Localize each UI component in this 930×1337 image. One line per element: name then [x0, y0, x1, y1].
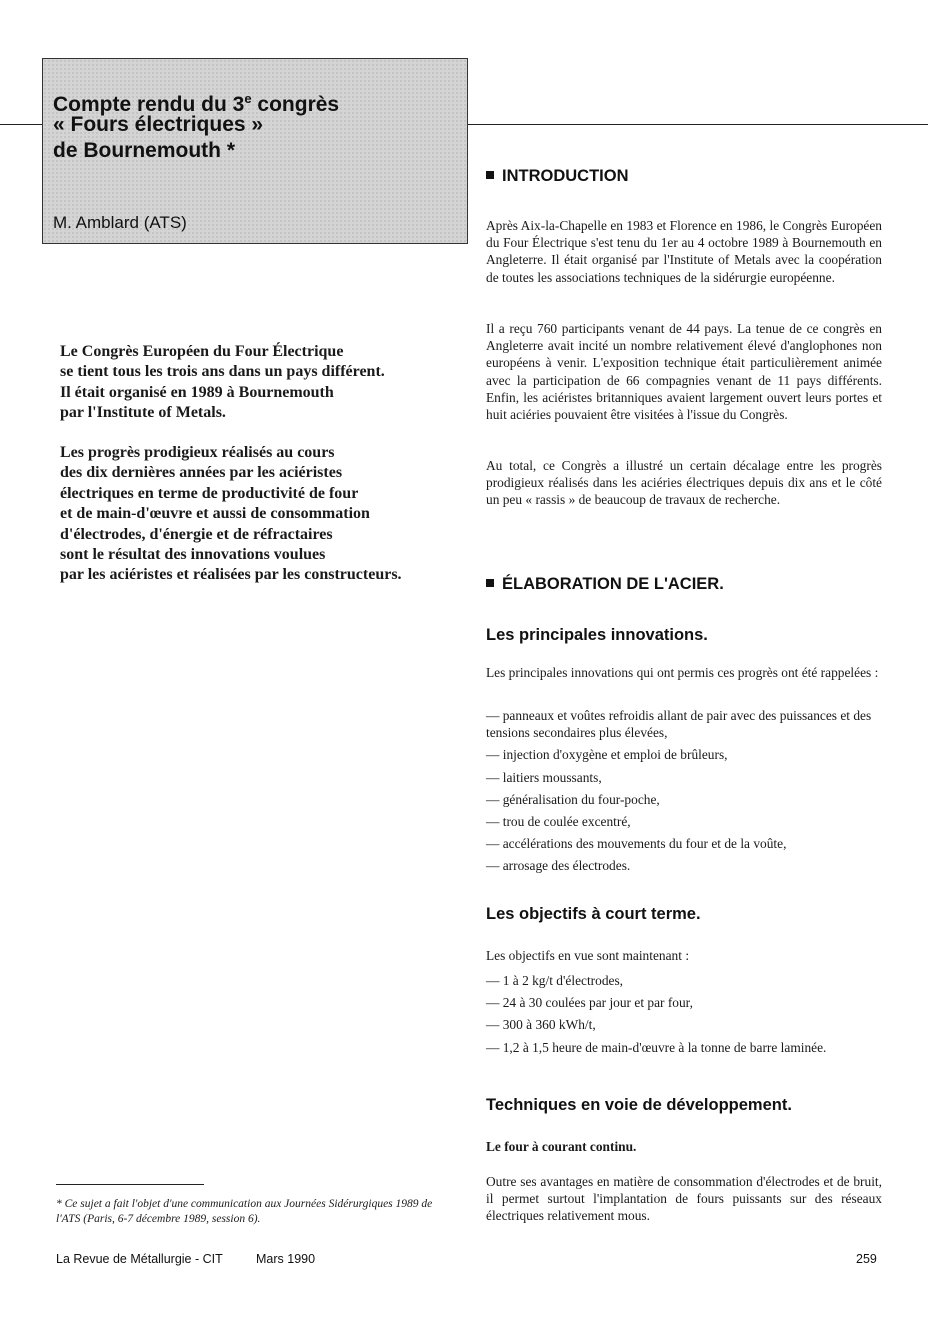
author: M. Amblard (ATS) — [53, 213, 187, 232]
list-item: — injection d'oxygène et emploi de brûleurs, — [486, 747, 728, 763]
innovations-list — [486, 707, 886, 880]
footer-journal: La Revue de Métallurgie - CIT — [56, 1252, 223, 1266]
footer-date: Mars 1990 — [256, 1252, 316, 1266]
top-rule-left — [0, 124, 44, 125]
list-item: — généralisation du four-poche, — [486, 791, 660, 807]
title-line-2: « Fours électriques » — [53, 113, 264, 136]
innovations-heading: Les principales innovations. — [486, 626, 708, 644]
footnote: * Ce sujet a fait l'objet d'une communication aux Journées Sidérurgiques 1989 de l'ATS (Paris, 6-7 décembre 1989, session 6). — [56, 1198, 433, 1225]
title-line-1: Compte rendu du 3e congrès — [53, 91, 340, 116]
list-item: — trou de coulée excentré, — [486, 814, 631, 830]
square-bullet-icon — [486, 171, 494, 179]
footnote-rule — [56, 1184, 204, 1185]
objectifs-list — [486, 972, 886, 1061]
list-item: — 1 à 2 kg/t d'électrodes, — [486, 973, 624, 988]
elaboration-heading: ÉLABORATION DE L'ACIER. — [486, 575, 724, 594]
objectifs-heading: Les objectifs à court terme. — [486, 905, 701, 923]
list-item: — accélérations des mouvements du four et de la voûte, — [486, 836, 787, 852]
list-item: — 300 à 360 kWh/t, — [486, 1017, 596, 1033]
techniques-heading: Techniques en voie de développement. — [486, 1096, 792, 1114]
introduction-paragraph-1: Après Aix-la-Chapelle en 1983 et Florence en 1986, le Congrès Européen du Four Électrique s'est tenu du 1er au 4 octobre 1989 à Bournemouth en Angleterre. Il était organisé par l'Institute of Metals avec la coopération de toutes les associations techniques de la sidérurgie européenne. — [486, 218, 882, 285]
footer-page-number: 259 — [856, 1252, 877, 1266]
list-item: — 1,2 à 1,5 heure de main-d'œuvre à la tonne de barre laminée. — [486, 1039, 827, 1055]
list-item: — laitiers moussants, — [486, 769, 602, 785]
techniques-paragraph-1: Outre ses avantages en matière de consommation d'électrodes et de bruit, il permet surtout l'implantation de fours puissants sur des réseaux électriques relativement mous. — [486, 1174, 882, 1224]
objectifs-intro: Les objectifs en vue sont maintenant : — [486, 948, 690, 963]
square-bullet-icon — [486, 579, 494, 587]
list-item: — arrosage des électrodes. — [486, 858, 631, 874]
list-item: — 24 à 30 coulées par jour et par four, — [486, 995, 693, 1011]
abstract-paragraph-1: Le Congrès Européen du Four Électrique se tient tous les trois ans dans un pays différent. Il était organisé en 1989 à Bournemouth par l'Institute of Metals. — [60, 343, 385, 422]
introduction-paragraph-2: Il a reçu 760 participants venant de 44 pays. La tenue de ce congrès en Angleterre avait incité un nombre relativement élevé d'anglophones non européens à venir. L'exposition technique était particulièrement animée avec la participation de 66 compagnies venant de 11 pays différents. Enfin, les aciéristes britanniques avaient largement ouvert leurs portes et huit aciéries pouvaient être visitées à l'issue du Congrès. — [486, 321, 882, 423]
title-line-3: de Bournemouth * — [53, 139, 235, 162]
top-rule-right — [468, 124, 928, 125]
abstract-paragraph-2: Les progrès prodigieux réalisés au cours des dix dernières années par les aciéristes électriques en terme de productivité de four et de main-d'œuvre et aussi de consommation d'électrodes, d'énergie et de réfractaires sont le résultat des innovations voulues par les aciéristes et réalisées par les constructeurs. — [60, 444, 402, 584]
title-box — [42, 58, 468, 244]
introduction-paragraph-3: Au total, ce Congrès a illustré un certain décalage entre les progrès prodigieux réalisés dans les aciéries électriques depuis dix ans et le côté un peu « rassis » de beaucoup de travaux de recherche. — [486, 458, 882, 508]
list-item: — panneaux et voûtes refroidis allant de pair avec des puissances et des tensions secondaires plus élevées, — [486, 708, 872, 741]
title-superscript: e — [244, 91, 252, 106]
innovations-intro: Les principales innovations qui ont permis ces progrès ont été rappelées : — [486, 665, 879, 680]
techniques-subheading: Le four à courant continu. — [486, 1139, 637, 1154]
introduction-heading: INTRODUCTION — [486, 167, 629, 186]
